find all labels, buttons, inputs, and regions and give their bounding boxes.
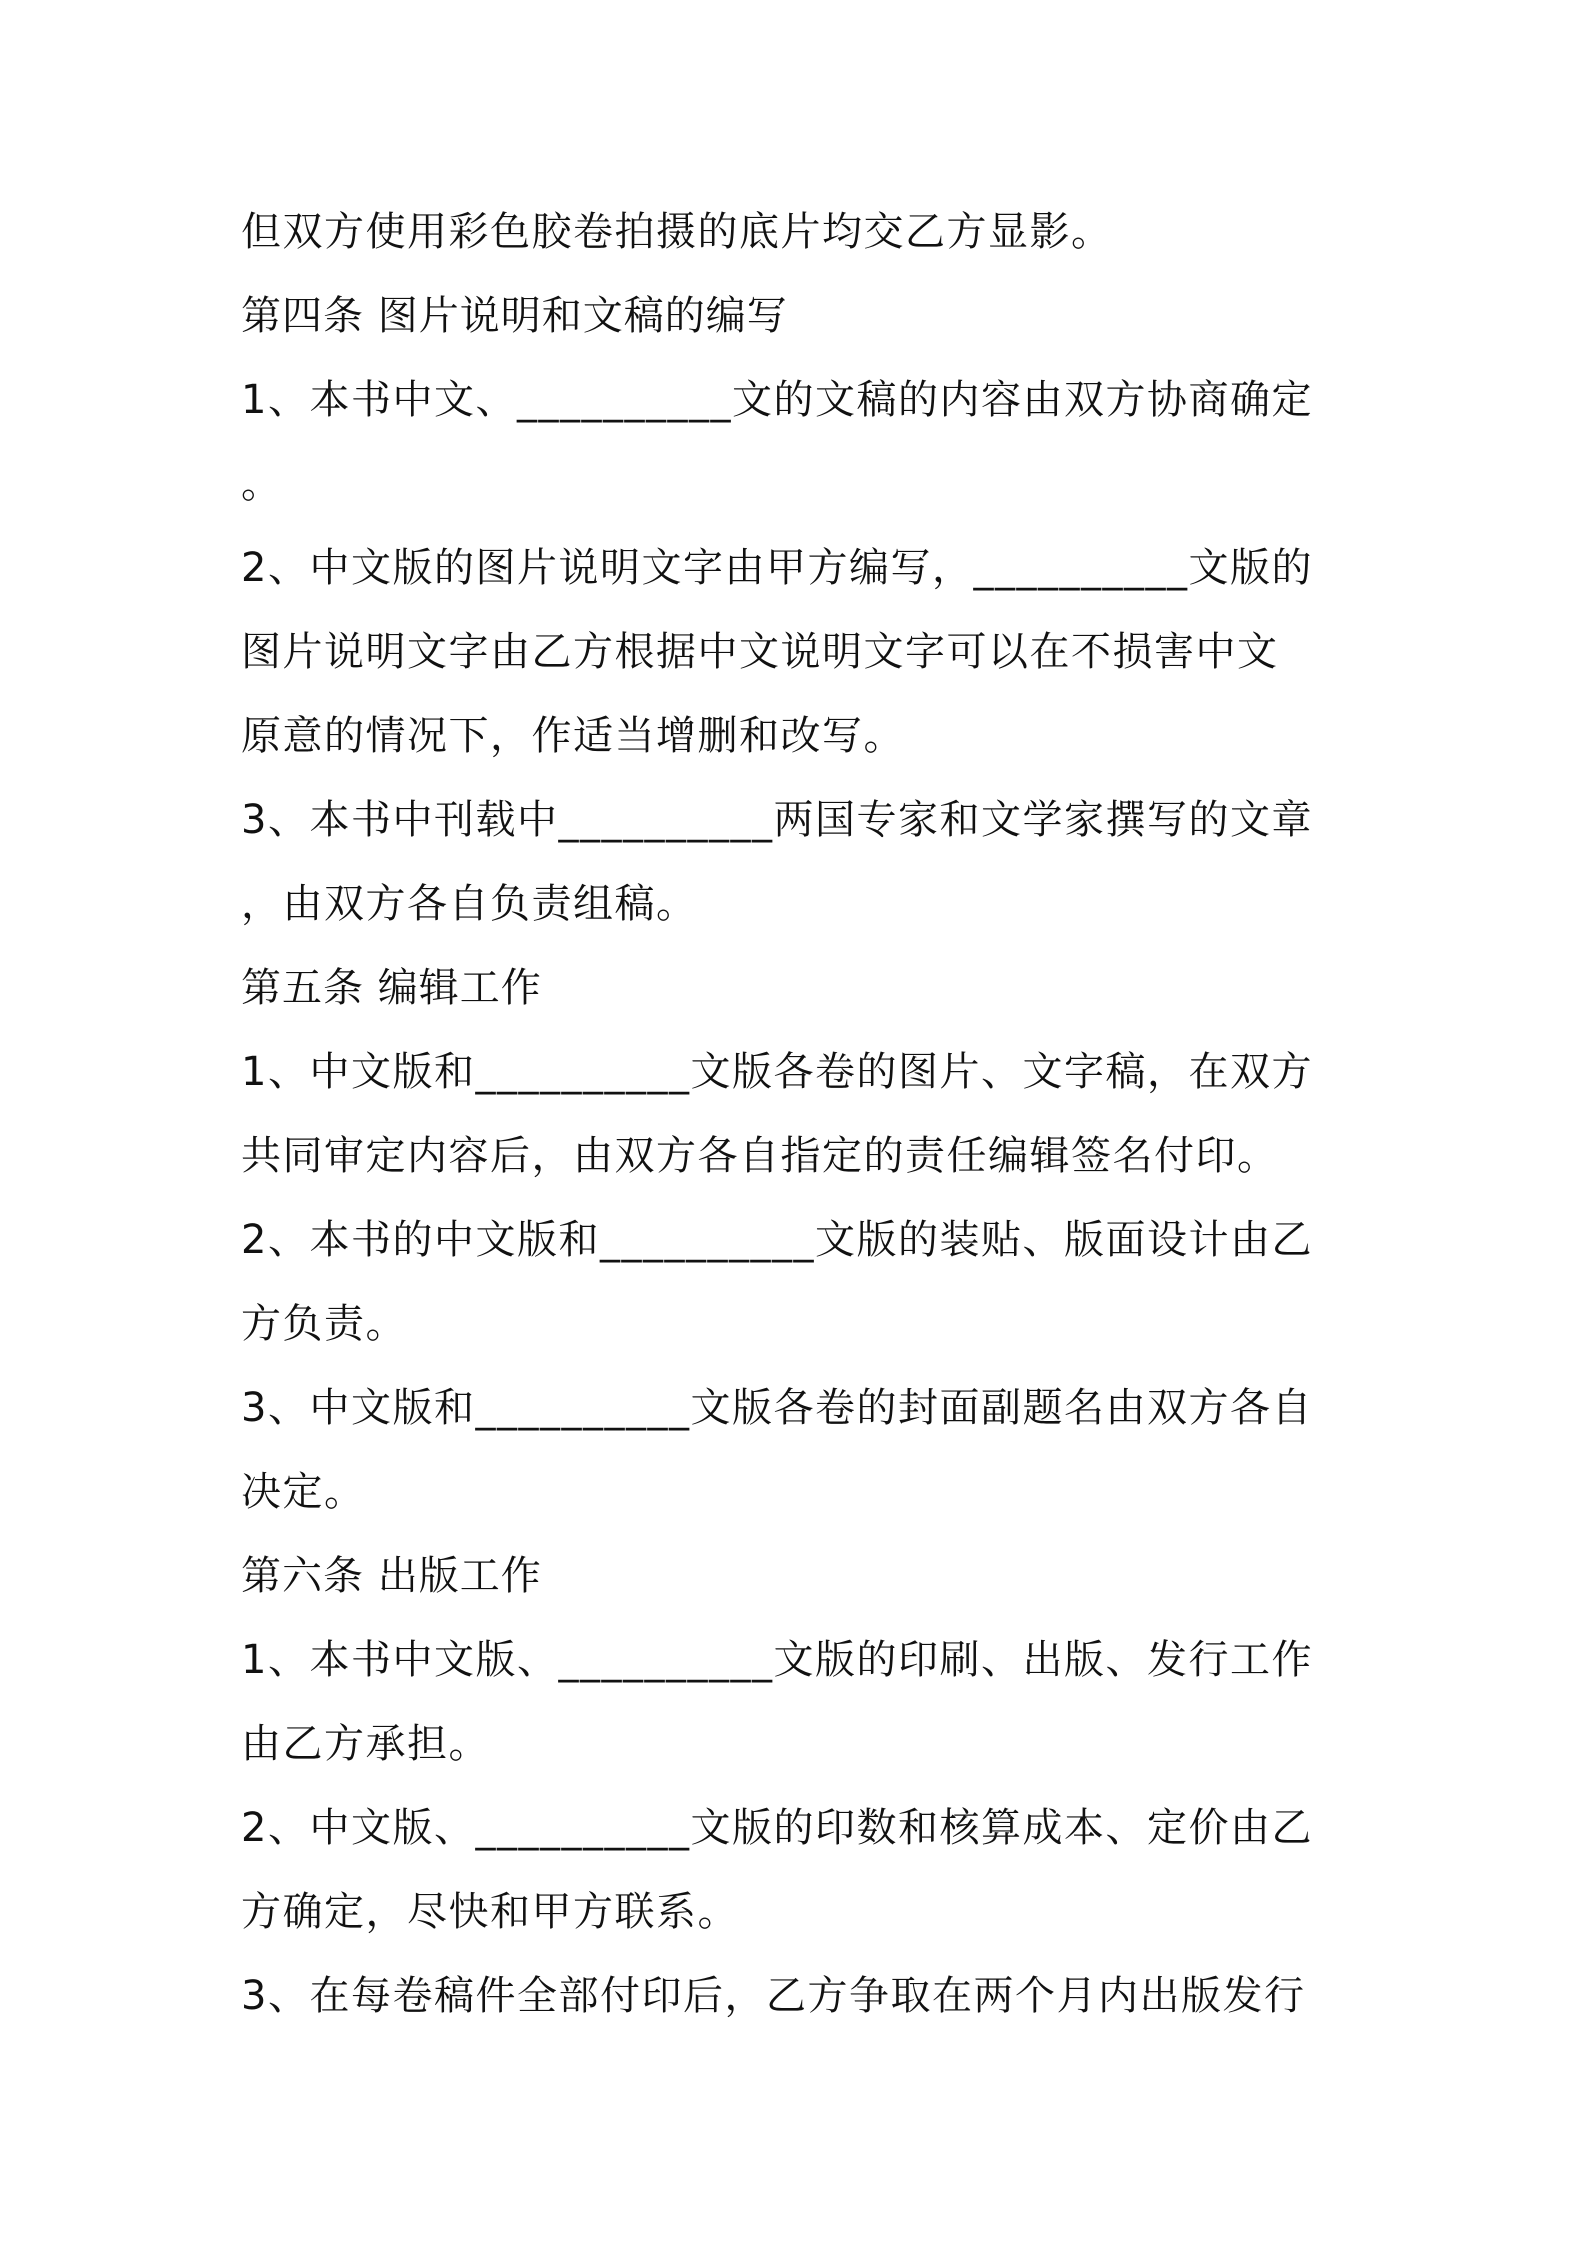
text-line: 由乙方承担。 [241, 1721, 490, 1767]
text-line: 3、中文版和__________文版各卷的封面副题名由双方各自 [241, 1385, 1313, 1431]
text-line: 3、在每卷稿件全部付印后，乙方争取在两个月内出版发行 [241, 1973, 1306, 2019]
text-line: 2、中文版的图片说明文字由甲方编写，__________文版的 [241, 545, 1313, 591]
text-line: 1、本书中文版、__________文版的印刷、出版、发行工作 [241, 1637, 1313, 1683]
document-body [241, 190, 1356, 2038]
text-line: 图片说明文字由乙方根据中文说明文字可以在不损害中文 [241, 629, 1279, 675]
text-line: 方负责。 [241, 1301, 407, 1347]
text-line: 原意的情况下，作适当增删和改写。 [241, 713, 905, 759]
section-heading-article-4: 第四条 图片说明和文稿的编写 [241, 293, 788, 339]
text-line: 2、本书的中文版和__________文版的装贴、版面设计由乙 [241, 1217, 1313, 1263]
text-line: ，由双方各自负责组稿。 [241, 881, 698, 927]
text-line: 3、本书中刊载中__________两国专家和文学家撰写的文章 [241, 797, 1313, 843]
text-line: 共同审定内容后，由双方各自指定的责任编辑签名付印。 [241, 1133, 1279, 1179]
text-line: 1、本书中文、__________文的文稿的内容由双方协商确定 [241, 377, 1313, 423]
text-line: 2、中文版、__________文版的印数和核算成本、定价由乙 [241, 1805, 1313, 1851]
section-heading-article-6: 第六条 出版工作 [241, 1553, 542, 1599]
section-heading-article-5: 第五条 编辑工作 [241, 965, 542, 1011]
text-line: 方确定，尽快和甲方联系。 [241, 1889, 739, 1935]
text-line: 1、中文版和__________文版各卷的图片、文字稿，在双方 [241, 1049, 1313, 1095]
text-line: 但双方使用彩色胶卷拍摄的底片均交乙方显影。 [241, 209, 1113, 255]
text-line: 决定。 [241, 1469, 366, 1515]
text-line: 。 [241, 461, 283, 507]
